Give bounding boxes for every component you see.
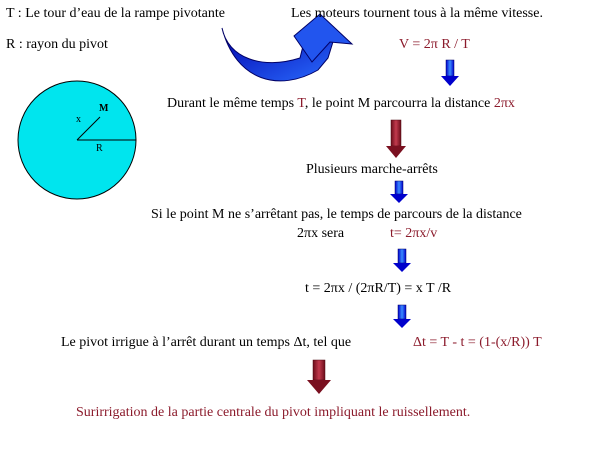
step1-middle: , le point M parcourra la distance: [304, 96, 494, 111]
circle-label-x: x: [76, 114, 81, 125]
dark-red-arrow-icon: [386, 120, 406, 158]
step1-prefix: Durant le même temps: [167, 96, 298, 111]
conclusion-text: Surirrigation de la partie centrale du pivot impliquant le ruissellement.: [76, 405, 471, 420]
step1-t: T: [297, 96, 305, 111]
circle-label-r: R: [96, 143, 103, 154]
blue-arrow-icon: [390, 181, 408, 203]
motors-text: Les moteurs tournent tous à la même vitesse.: [291, 6, 543, 21]
step3-line2a: 2πx sera: [297, 226, 345, 241]
formula-v: V = 2π R / T: [399, 37, 470, 52]
step4-text: t = 2πx / (2πR/T) = x T /R: [305, 281, 452, 296]
step5-formula: Δt = T - t = (1-(x/R)) T: [413, 335, 542, 350]
step3-line1: Si le point M ne s’arrêtant pas, le temps de parcours de la distance: [151, 207, 522, 222]
blue-arrow-icon: [393, 305, 411, 328]
legend-t-label: T : Le tour d’eau de la rampe pivotante: [6, 6, 225, 21]
step1-distance: 2πx: [493, 96, 515, 111]
step1-text: [167, 96, 515, 112]
step2-text: Plusieurs marche-arrêts: [306, 162, 438, 177]
circle-label-m: M: [99, 103, 109, 114]
step5-text: Le pivot irrigue à l’arrêt durant un temps Δt, tel que: [61, 335, 352, 350]
blue-arrow-icon: [441, 60, 459, 86]
blue-arrow-icon: [393, 249, 411, 272]
dark-red-arrow-icon: [307, 360, 331, 394]
legend-r-label: R : rayon du pivot: [6, 37, 108, 52]
step3-line2b: t= 2πx/v: [390, 226, 438, 241]
